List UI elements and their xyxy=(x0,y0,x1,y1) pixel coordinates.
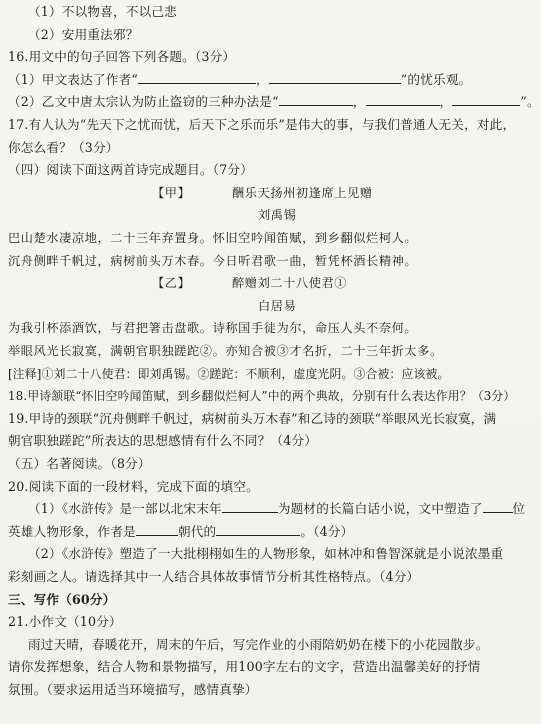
blank-line[interactable] xyxy=(279,94,353,106)
section-5-heading: （五）名著阅读。（8分） xyxy=(8,456,151,471)
question-16-1-text: （1）甲文表达了作者“ xyxy=(8,71,138,87)
question-19: 19.甲诗的颈联“沉舟侧畔千帆过，病树前头万木春”和乙诗的颈联“举眼风光长寂寞，满 xyxy=(8,410,497,426)
annotation: [注释]①刘二十八使君：即刘禹锡。②蹉跎：不顺利，虚度光阴。③合被：应该被。 xyxy=(8,366,450,381)
poem-b-title: 醉赠刘二十八使君① xyxy=(232,276,348,291)
question-17-cont: 你怎么看？（3分） xyxy=(8,139,119,155)
blank-line[interactable] xyxy=(138,72,256,84)
question-20-1-cont xyxy=(8,524,353,540)
question-16-2-text: （2）乙文中唐太宗认为防止盗窃的三种办法是“ xyxy=(8,94,279,110)
section-4-heading: （四）阅读下面这两首诗完成题目。（7分） xyxy=(8,162,253,178)
question-16-1: （1）甲文表达了作者“ ， ”的忧乐观。 xyxy=(8,71,472,87)
blank-line[interactable] xyxy=(366,94,440,106)
question-20-1-tail: 位 xyxy=(512,501,526,517)
poem-b-line-1: 为我引杯添酒饮，与君把箸击盘歌。诗称国手徒为尔，命压人头不奈何。 xyxy=(8,321,418,336)
writing-prompt-3: 氛围。（要求运用适当环境描写，感情真挚） xyxy=(8,682,258,697)
blank-line[interactable] xyxy=(222,501,278,513)
poem-b-author: 白居易 xyxy=(258,298,297,313)
dynasty-prompt: 朝代的 xyxy=(177,523,217,539)
poem-a-title: 酬乐天扬州初逢席上见赠 xyxy=(232,185,373,200)
question-16-1-tail: ”的忧乐观。 xyxy=(400,71,472,87)
question-20-1-text: （1）《水浒传》是一部以北宋末年 xyxy=(28,501,222,517)
blank-line[interactable] xyxy=(483,501,513,513)
blank-line[interactable] xyxy=(216,524,300,536)
question-20-2-cont: 彩刻画之人。请选择其中一人结合具体故事情节分析其性格特点。（4分） xyxy=(8,569,420,584)
question-20-2: （2）《水浒传》塑造了一大批栩栩如生的人物形象，如林冲和鲁智深就是小说浓墨重 xyxy=(28,546,504,562)
answer-item-2: （2）安用重法邪？ xyxy=(28,26,139,42)
question-16-2-tail: ”。 xyxy=(520,94,540,110)
writing-prompt-1: 雨过天晴，春暖花开，周末的午后，写完作业的小雨陪奶奶在楼下的小花园散步。 xyxy=(28,636,489,652)
blank-line[interactable] xyxy=(452,94,520,106)
question-20: 20.阅读下面的一段材料，完成下面的填空。 xyxy=(8,478,259,494)
poem-b-label: 【乙】 xyxy=(152,276,191,291)
poem-a-author: 刘禹锡 xyxy=(258,208,297,223)
question-20-1-score: 。（4分） xyxy=(300,523,354,539)
answer-item-1: （1）不以物喜，不以己悲 xyxy=(28,4,177,19)
question-16-2: （2）乙文中唐太宗认为防止盗窃的三种办法是“ ， ， ”。 xyxy=(8,94,540,110)
writing-prompt-2: 请你发挥想象，结合人物和景物描写，用100字左右的文字，营造出温馨美好的抒情 xyxy=(8,659,481,675)
blank-line[interactable] xyxy=(136,524,178,536)
poem-a-line-1: 巴山楚水凄凉地，二十三年弃置身。怀旧空吟闻笛赋，到乡翻似烂柯人。 xyxy=(8,231,418,245)
question-20-1 xyxy=(28,501,525,517)
poem-a-line-2: 沉舟侧畔千帆过，病树前头万木春。今日听君歌一曲，暂凭杯酒长精神。 xyxy=(8,253,418,268)
author-prompt: 英雄人物形象，作者是 xyxy=(8,523,136,539)
question-16: 16.用文中的句子回答下列各题。（3分） xyxy=(8,49,236,65)
blank-line[interactable] xyxy=(269,72,401,84)
question-19-cont: 朝官职独蹉跎”所表达的思想感情有什么不同？（4分） xyxy=(8,433,318,449)
question-17: 17.有人认为“先天下之忧而忧，后天下之乐而乐”是伟大的事，与我们普通人无关，对此， xyxy=(8,117,516,132)
poem-b-line-2: 举眼风光长寂寞，满朝官职独蹉跎②。亦知合被③才名折，二十三年折太多。 xyxy=(8,344,443,358)
question-21: 21.小作文（10分） xyxy=(8,614,122,630)
question-20-1-mid: 为题材的长篇白话小说，文中塑造了 xyxy=(277,501,483,517)
question-18: 18.甲诗颔联“怀旧空吟闻笛赋，到乡翻似烂柯人”中的两个典故，分别有什么表达作用？（3分） xyxy=(8,389,516,404)
poem-a-label: 【甲】 xyxy=(152,185,191,200)
section-3-heading: 三、写作（60分） xyxy=(8,591,116,607)
